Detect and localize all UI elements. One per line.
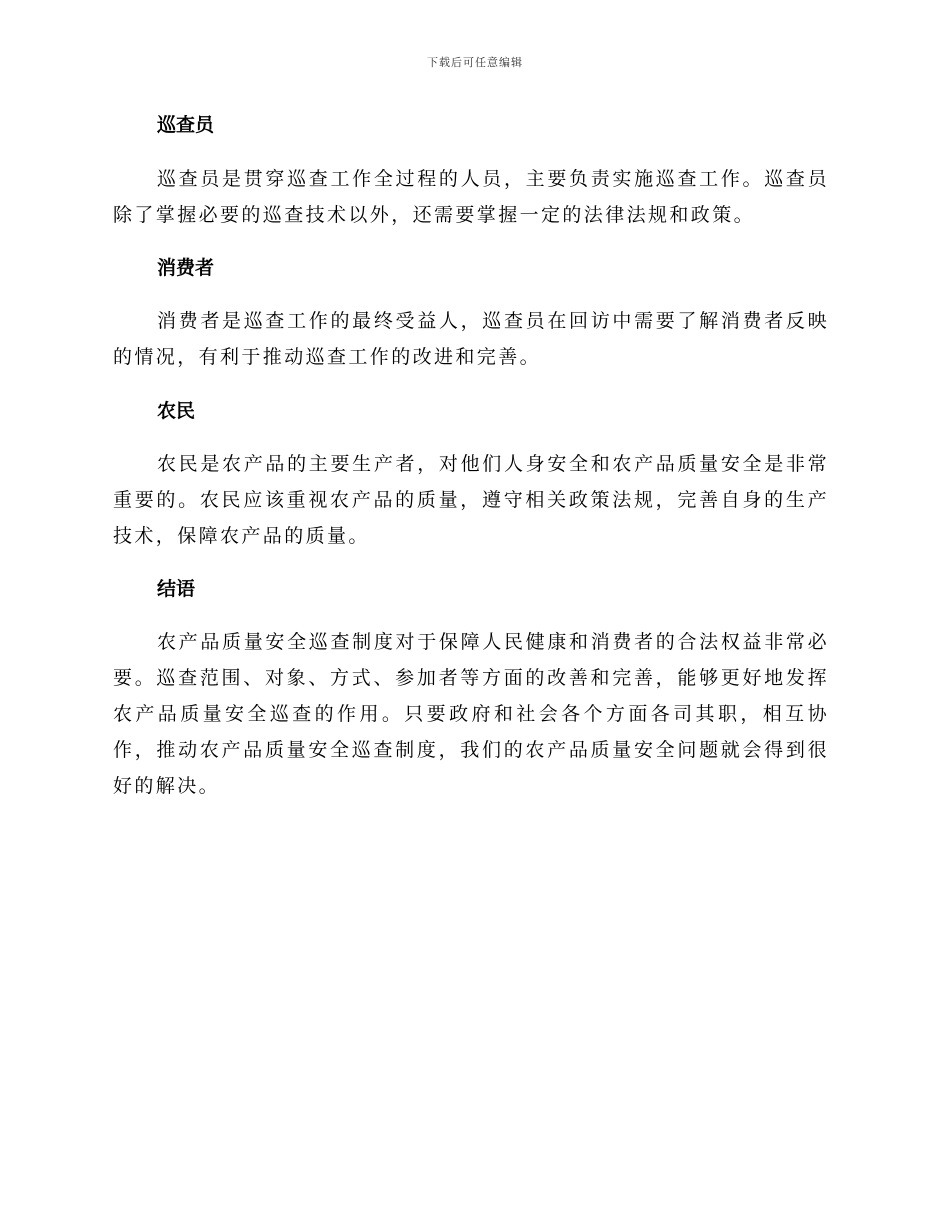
- section-heading-farmer: 农民: [157, 400, 196, 422]
- section-heading-conclusion: 结语: [157, 578, 196, 600]
- paragraph-inspector: 巡查员是贯穿巡查工作全过程的人员，主要负责实施巡查工作。巡查员除了掌握必要的巡查技术以外，还需要掌握一定的法律法规和政策。: [113, 168, 829, 226]
- page-header: 下载后可任意编辑: [427, 56, 523, 69]
- paragraph-conclusion: 农产品质量安全巡查制度对于保障人民健康和消费者的合法权益非常必要。巡查范围、对象、方式、参加者等方面的改善和完善，能够更好地发挥农产品质量安全巡查的作用。只要政府和社会各个方面各司其职，相互协作，推动农产品质量安全巡查制度，我们的农产品质量安全问题就会得到很好的解决。: [113, 631, 829, 797]
- section-heading-consumer: 消费者: [157, 257, 215, 279]
- paragraph-consumer: 消费者是巡查工作的最终受益人，巡查员在回访中需要了解消费者反映的情况，有利于推动巡查工作的改进和完善。: [113, 310, 829, 368]
- paragraph-farmer: 农民是农产品的主要生产者，对他们人身安全和农产品质量安全是非常重要的。农民应该重视农产品的质量，遵守相关政策法规，完善自身的生产技术，保障农产品的质量。: [113, 453, 829, 547]
- section-heading-inspector: 巡查员: [157, 114, 215, 136]
